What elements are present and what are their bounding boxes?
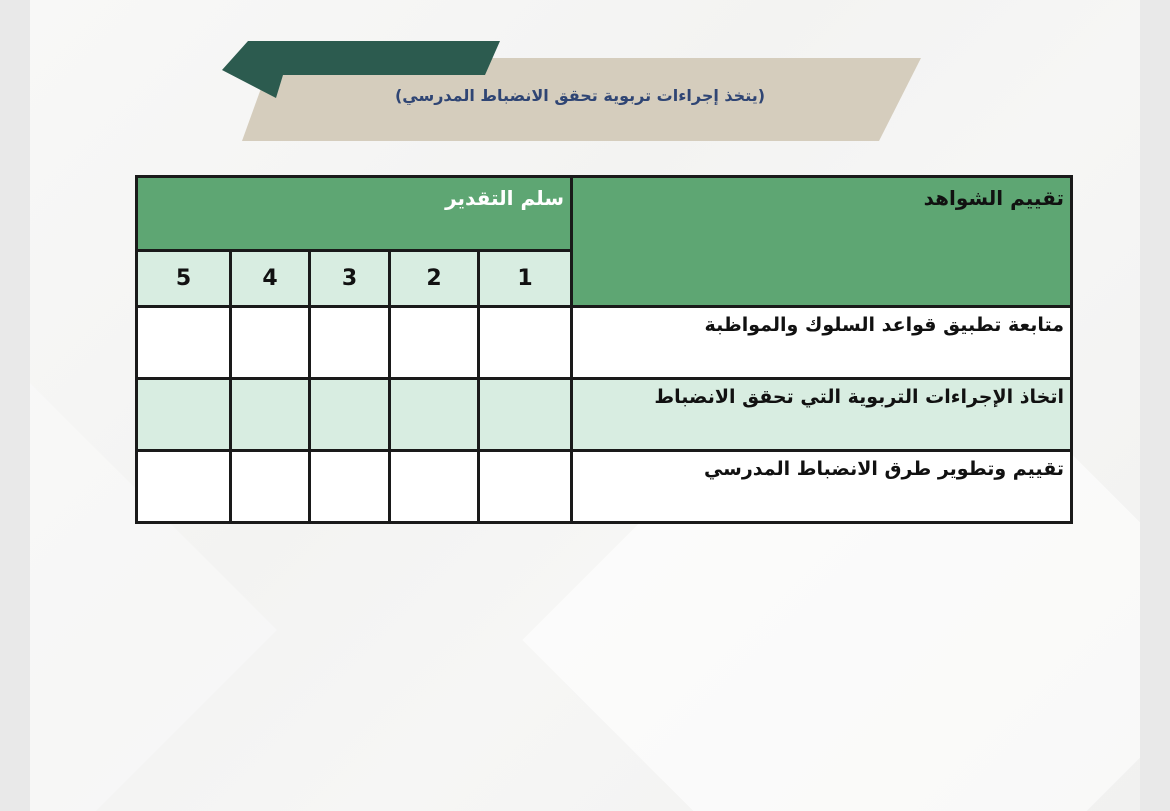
rating-cell[interactable] xyxy=(479,379,572,451)
rating-cell[interactable] xyxy=(479,307,572,379)
rating-cell[interactable] xyxy=(310,451,390,523)
table-row xyxy=(137,307,1072,379)
title-banner xyxy=(30,0,1140,160)
row-label: تقييم وتطوير طرق الانضباط المدرسي xyxy=(572,451,1072,523)
scale-level-4: 4 xyxy=(231,251,310,307)
rating-cell[interactable] xyxy=(390,379,479,451)
rating-cell[interactable] xyxy=(390,451,479,523)
rating-cell[interactable] xyxy=(137,451,231,523)
rating-cell[interactable] xyxy=(231,451,310,523)
scale-level-1: 1 xyxy=(479,251,572,307)
rating-cell[interactable] xyxy=(231,307,310,379)
document-page xyxy=(30,0,1140,811)
scale-level-2: 2 xyxy=(390,251,479,307)
rating-cell[interactable] xyxy=(310,307,390,379)
scale-level-5: 5 xyxy=(137,251,231,307)
rating-cell[interactable] xyxy=(231,379,310,451)
scale-header: سلم التقدير xyxy=(137,177,572,251)
table-row xyxy=(137,379,1072,451)
scale-level-3: 3 xyxy=(310,251,390,307)
rating-cell[interactable] xyxy=(479,451,572,523)
row-label: اتخاذ الإجراءات التربوية التي تحقق الانضباط xyxy=(572,379,1072,451)
evaluation-table xyxy=(135,175,1073,524)
rating-cell[interactable] xyxy=(310,379,390,451)
rating-cell[interactable] xyxy=(137,307,231,379)
row-label: متابعة تطبيق قواعد السلوك والمواظبة xyxy=(572,307,1072,379)
evidence-header: تقييم الشواهد xyxy=(572,177,1072,307)
banner-title: (يتخذ إجراءات تربوية تحقق الانضباط المدرسي) xyxy=(394,86,766,105)
rating-cell[interactable] xyxy=(390,307,479,379)
rating-cell[interactable] xyxy=(137,379,231,451)
table-row xyxy=(137,451,1072,523)
